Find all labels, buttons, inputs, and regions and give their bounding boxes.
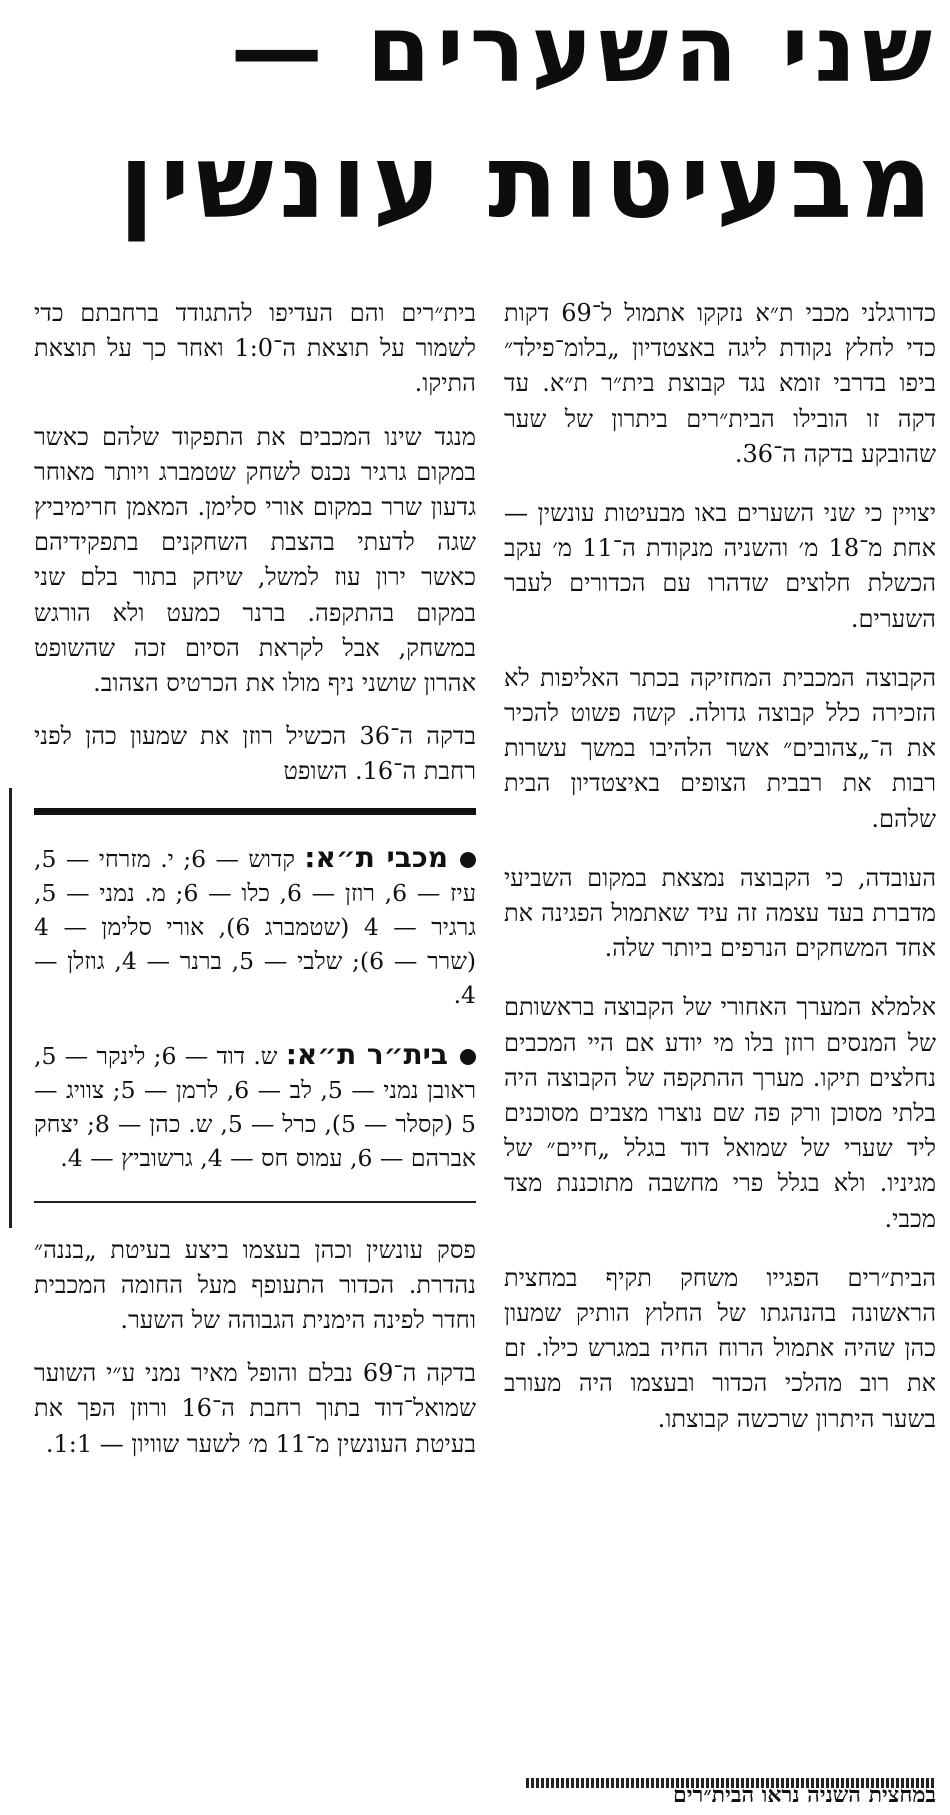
article-paragraph: בדקה ה־69 נבלם והופל מאיר נמני ע״י השוער שמואל־דוד בתוך רחבת ה־16 ורוזן הפך את בעיטת העונשין מ־11 מ׳ לשער שוויון — 1:1. <box>34 1359 476 1458</box>
lineup-beitar <box>34 1038 476 1175</box>
article-right-column <box>504 296 936 1461</box>
headline-line-2: מבעיטות עונשין <box>118 123 938 242</box>
article-paragraph: העובדה, כי הקבוצה נמצאת במקום השביעי מדברת בעד עצמה זה עיד שאתמול הפגינה את אחד המשחקים הנרפים ביותר שלה. <box>504 863 936 963</box>
box-border <box>9 788 12 1228</box>
footer-text: במחצית השניה נראו הבית״רים <box>673 1782 936 1808</box>
article-paragraph: הבית״רים הפגייו משחק תקיף במחצית הראשונה בהנהגתו של החלוץ הותיק שמעון כהן שהיה אתמול הרוח החיה במגרש כילו. זם את רוב מהלכי הכדור ובעצמו היה מעורב בשער היתרון שרכשה קבוצתו. <box>504 1263 936 1433</box>
article-paragraph: בית״רים והם העדיפו להתגודד ברחבתם כדי לשמור על תוצאת ה־1:0 ואחר כך על תוצאת התיקו. <box>34 299 476 398</box>
article-paragraph: אלמלא המערך האחורי של הקבוצה בראשותם של המנסים רוזן בלו מי יודע אם היי המכבים נחלצים תיקו. מערך ההתקפה של הקבוצה היה בלתי מסוכן ורק פה שם נוצרו מצבים מסוכנים ליד שערי של שמואל דוד בגלל „חיים״ של מגיניו. ולא בגלל פרי מחשבה מתוכננת מצד מכבי. <box>504 993 936 1233</box>
team-name: בית״ר ת״א: <box>285 1037 448 1071</box>
section-divider <box>34 808 476 815</box>
lineup-players: קדוש — 6; י. מזרחי — 5, עיז — 6, רוזן — 6, כלו — 6; מ. נמני — 5, גרגיר — 4 (שטמברג 6), אורי סלימן — 4 (שרר — 6); שלבי — 5, ברנר — 4, גוזלן — 4. <box>34 844 477 1009</box>
bullet-icon <box>460 1049 476 1065</box>
lineup-maccabi <box>34 841 476 1012</box>
article-left-column <box>34 296 476 1480</box>
article-paragraph: מנגד שינו המכבים את התפקוד שלהם כאשר במקום גרגיר נכנס לשחק שטמברג ויותר מאוחר גדעון שרר במקום אורי סלימן. המאמן חרימיביץ שגה לדעתי בהצבת השחקנים בתפקידיהם כאשר ירון עוז למשל, שיחק בתור בלם שני במקום בהתקפה. ברנר כמעט ולא הורגש במשחק, אבל לקראת הסיום זכה שהשופט אהרון שושני ניף מולו את הכרטיס הצהוב. <box>34 422 476 698</box>
article-paragraph: הקבוצה המכבית המחזיקה בכתר האליפות לא הזכירה כלל קבוצה גדולה. קשה פשוט להכיר את ה־„צהובים״ אשר הלהיבו במשך עשרות רבות את רבבית הצופים באיצטדיון הבית שלהם. <box>504 663 936 833</box>
footer-cut-line <box>526 1774 936 1810</box>
headline-line-1: שני השערים — <box>230 0 938 103</box>
section-divider <box>34 1201 476 1203</box>
lineup-players: ש. דוד — 6; לינקר — 5, ראובן נמני — 5, לב — 6, לרמן — 5; צוויג — 5 (קסלר — 5), כרל — 5, ש. כהן — 8; יצחק אברהם — 6, עמוס חס — 4, גרשוביץ — 4. <box>34 1041 476 1172</box>
article-paragraph: בדקה ה־36 הכשיל רוזן את שמעון כהן לפני רחבת ה־16. השופט <box>34 722 476 786</box>
article-paragraph: פסק עונשין וכהן בעצמו ביצע בעיטת „בננה״ נהדרת. הכדור התעופף מעל החומה המכבית וחדר לפינה הימנית הגבוהה של השער. <box>34 1235 476 1335</box>
article-paragraph: כדורגלני מכבי ת״א נזקקו אתמול ל־69 דקות כדי לחלץ נקודת ליגה באצטדיון „בלומ־פילד״ ביפו בדרבי זומא נגד קבוצת בית״ר ת״א. עד דקה זו הובילו הבית״רים ביתרון של שער שהובקע בדקה ה־36. <box>504 299 936 468</box>
bullet-icon <box>460 852 476 868</box>
article-paragraph: יצויין כי שני השערים באו מבעיטות עונשין — אחת מ־18 מ׳ והשניה מנקודת ה־11 מ׳ עקב הכשלת חלוצים שדהרו עם הכדורים לעבר השערים. <box>504 499 936 633</box>
team-name: מכבי ת״א: <box>304 840 448 874</box>
